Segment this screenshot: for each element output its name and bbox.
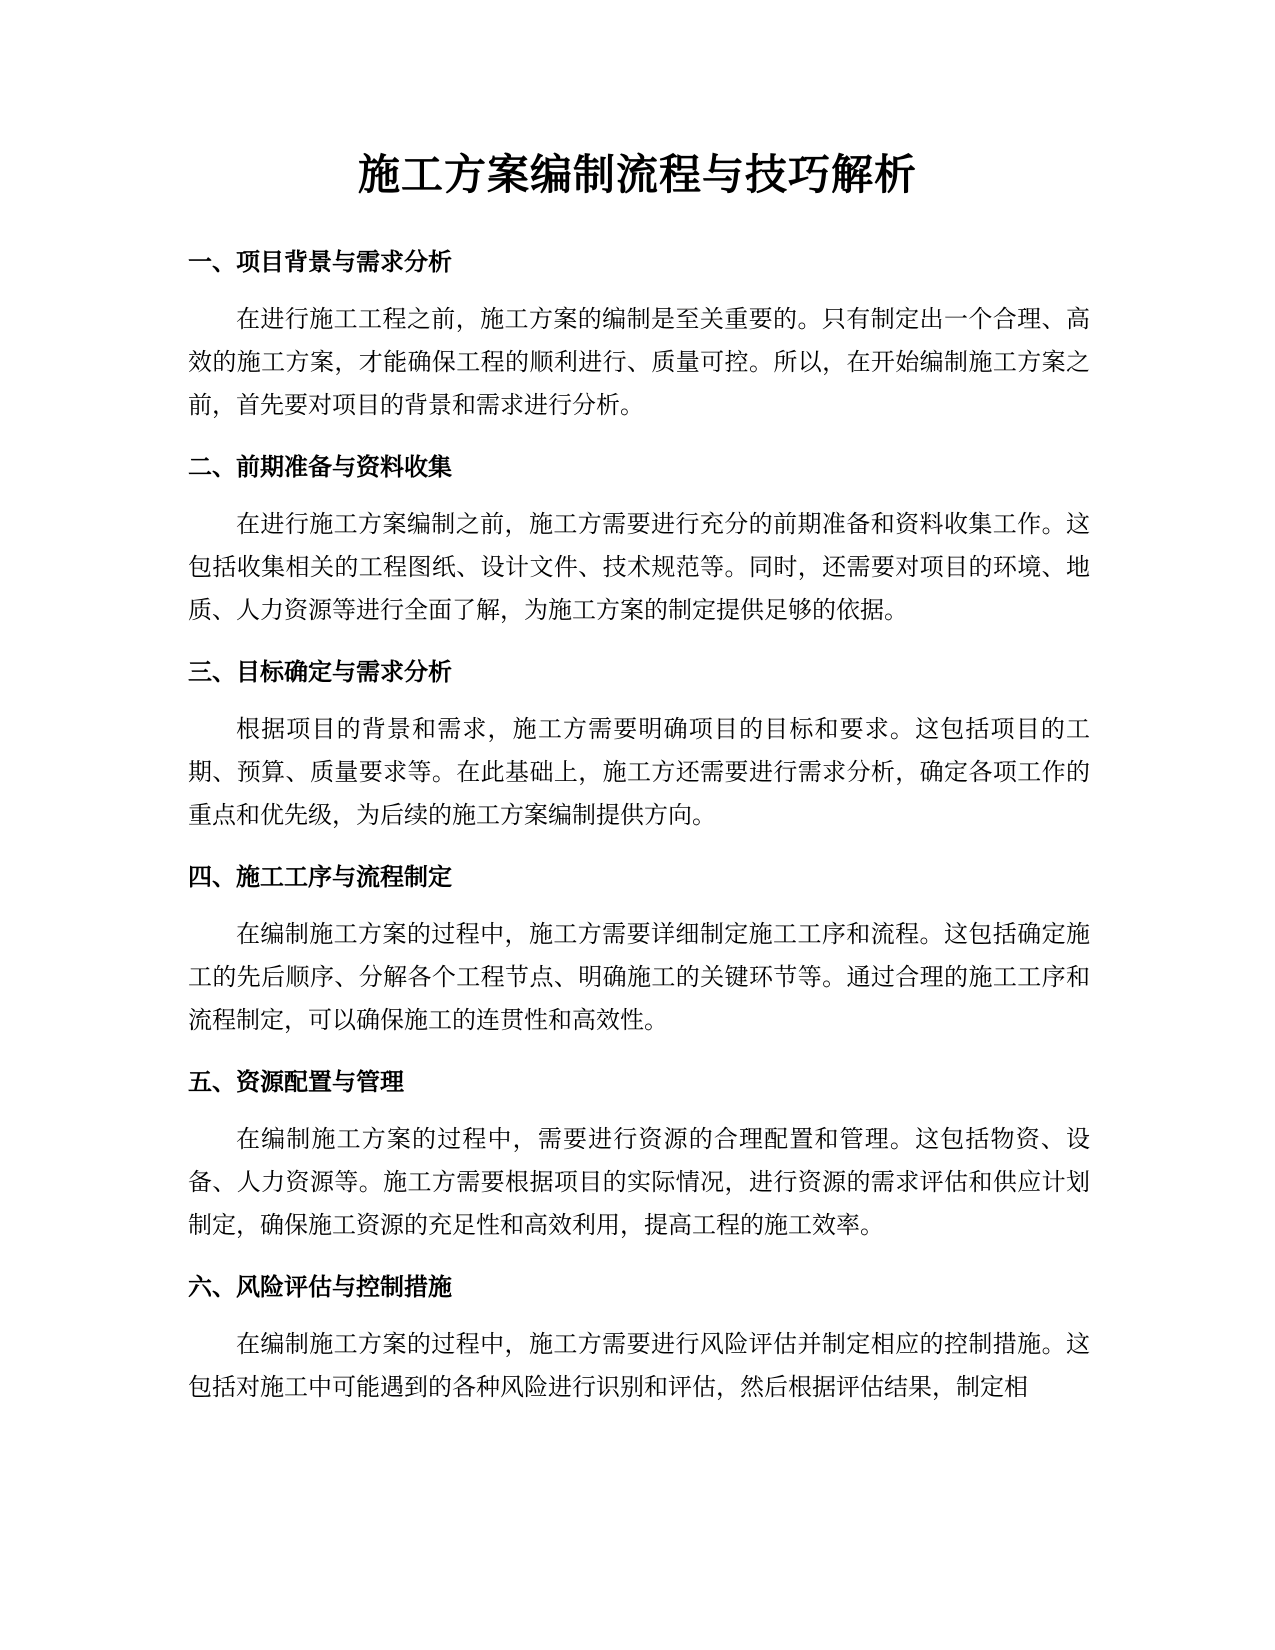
section-heading: 四、施工工序与流程制定: [188, 863, 452, 891]
section-heading: 一、项目背景与需求分析: [188, 248, 452, 276]
section-resources: [188, 1060, 1090, 1247]
section-paragraph: 在编制施工方案的过程中，施工方需要进行风险评估并制定相应的控制措施。这包括对施工中可能遇到的各种风险进行识别和评估，然后根据评估结果，制定相: [188, 1330, 1090, 1401]
section-paragraph: 在进行施工方案编制之前，施工方需要进行充分的前期准备和资料收集工作。这包括收集相关的工程图纸、设计文件、技术规范等。同时，还需要对项目的环境、地质、人力资源等进行全面了解，为施工方案的制定提供足够的依据。: [188, 510, 1090, 624]
section-heading: 六、风险评估与控制措施: [188, 1273, 452, 1301]
section-project-background: [188, 240, 1090, 427]
section-process: [188, 855, 1090, 1042]
section-paragraph: 根据项目的背景和需求，施工方需要明确项目的目标和要求。这包括项目的工期、预算、质量要求等。在此基础上，施工方还需要进行需求分析，确定各项工作的重点和优先级，为后续的施工方案编制提供方向。: [188, 715, 1090, 829]
section-goals: [188, 650, 1090, 837]
section-risk: [188, 1265, 1090, 1409]
section-paragraph: 在进行施工工程之前，施工方案的编制是至关重要的。只有制定出一个合理、高效的施工方案，才能确保工程的顺利进行、质量可控。所以，在开始编制施工方案之前，首先要对项目的背景和需求进行分析。: [188, 305, 1090, 419]
document-title: 施工方案编制流程与技巧解析: [357, 150, 917, 199]
section-heading: 三、目标确定与需求分析: [188, 658, 452, 686]
section-heading: 五、资源配置与管理: [188, 1068, 404, 1096]
section-paragraph: 在编制施工方案的过程中，需要进行资源的合理配置和管理。这包括物资、设备、人力资源等。施工方需要根据项目的实际情况，进行资源的需求评估和供应计划制定，确保施工资源的充足性和高效利用，提高工程的施工效率。: [188, 1125, 1090, 1239]
document-content: [188, 240, 1090, 1427]
section-paragraph: 在编制施工方案的过程中，施工方需要详细制定施工工序和流程。这包括确定施工的先后顺序、分解各个工程节点、明确施工的关键环节等。通过合理的施工工序和流程制定，可以确保施工的连贯性和高效性。: [188, 920, 1090, 1034]
section-preparation: [188, 445, 1090, 632]
section-heading: 二、前期准备与资料收集: [188, 453, 452, 481]
